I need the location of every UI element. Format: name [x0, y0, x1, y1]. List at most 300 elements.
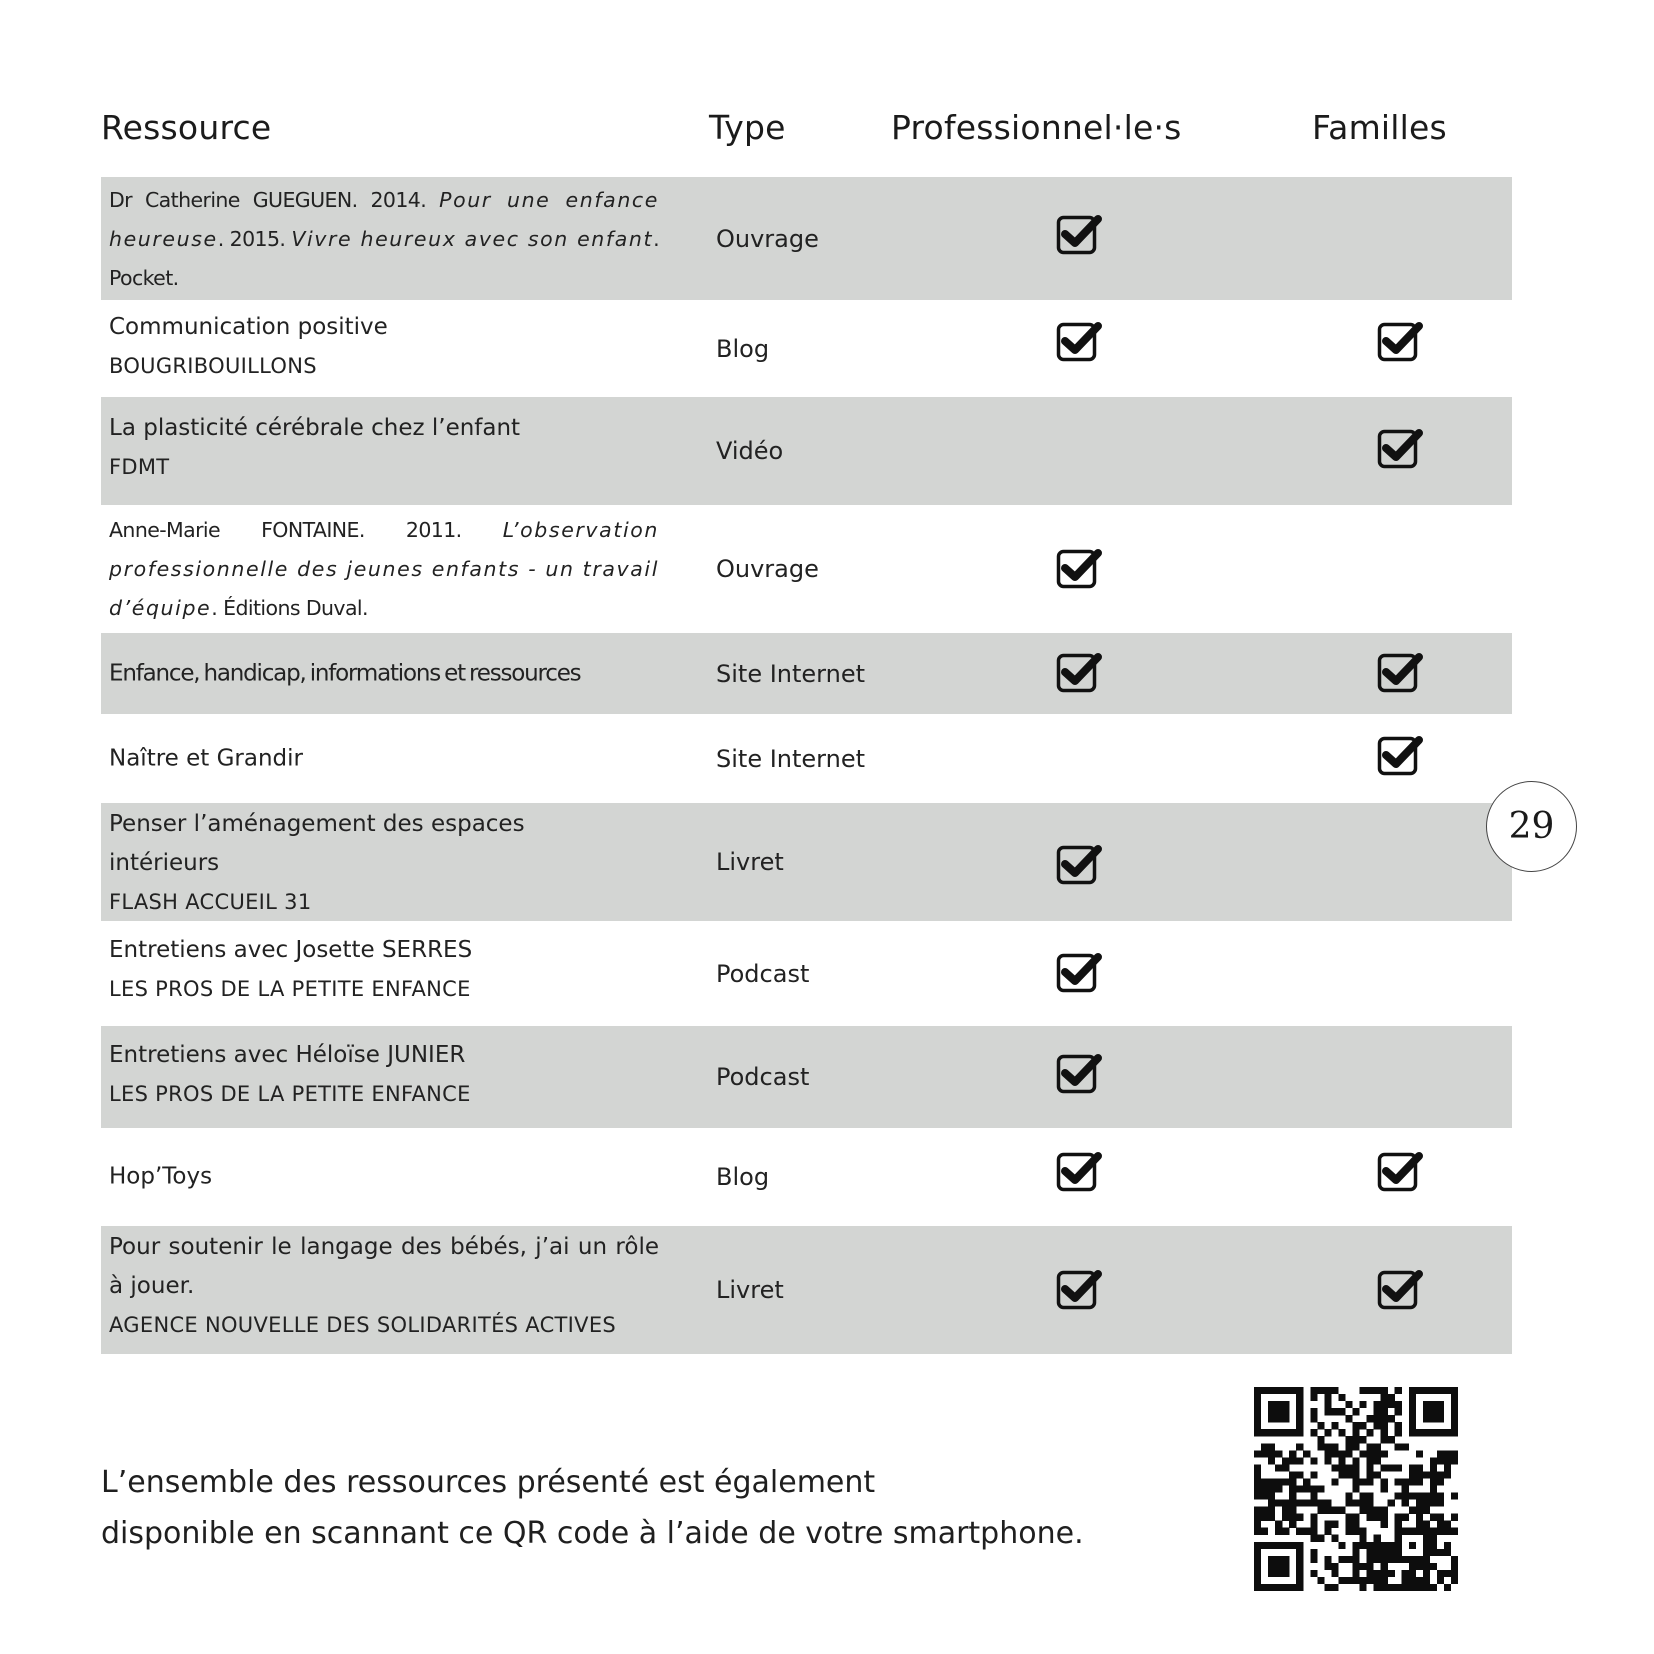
resource-title: Penser l’aménagement des espaces intérieurs [109, 811, 525, 876]
qr-module [1352, 1570, 1359, 1577]
resource-source: LES PROS DE LA PETITE ENFANCE [109, 977, 471, 1001]
qr-module [1254, 1514, 1261, 1521]
qr-module [1268, 1570, 1275, 1577]
qr-module [1345, 1528, 1352, 1535]
qr-module [1282, 1429, 1289, 1436]
qr-module [1352, 1457, 1359, 1464]
page-number: 29 [1486, 781, 1577, 872]
qr-module [1395, 1493, 1402, 1500]
qr-module [1296, 1401, 1303, 1408]
qr-module [1338, 1464, 1345, 1471]
qr-module [1381, 1507, 1388, 1514]
qr-module [1268, 1584, 1275, 1591]
qr-module [1430, 1563, 1437, 1570]
qr-module [1451, 1408, 1458, 1415]
qr-module [1275, 1485, 1282, 1492]
qr-module [1451, 1387, 1458, 1394]
qr-module [1423, 1535, 1430, 1542]
qr-module [1395, 1521, 1402, 1528]
qr-module [1338, 1577, 1345, 1584]
qr-module [1381, 1387, 1388, 1394]
qr-module [1254, 1408, 1261, 1415]
type-cell: Podcast [716, 959, 810, 988]
qr-module [1444, 1464, 1451, 1471]
qr-module [1352, 1422, 1359, 1429]
qr-module [1254, 1556, 1261, 1563]
checkbox-checked-icon [1056, 213, 1104, 256]
qr-module [1275, 1478, 1282, 1485]
header-type: Type [709, 108, 786, 147]
qr-module [1430, 1429, 1437, 1436]
table-row [101, 1128, 1512, 1226]
qr-module [1282, 1415, 1289, 1422]
qr-module [1275, 1528, 1282, 1535]
qr-module [1374, 1387, 1381, 1394]
type-cell: Ouvrage [716, 224, 819, 253]
qr-module [1409, 1478, 1416, 1485]
qr-module [1444, 1584, 1451, 1591]
qr-module [1310, 1394, 1317, 1401]
qr-module [1381, 1422, 1388, 1429]
qr-module [1317, 1422, 1324, 1429]
qr-module [1310, 1457, 1317, 1464]
qr-module [1409, 1577, 1416, 1584]
qr-module [1254, 1577, 1261, 1584]
resource-title: Naître et Grandir [109, 745, 303, 771]
qr-module [1416, 1514, 1423, 1521]
qr-module [1381, 1549, 1388, 1556]
qr-module [1381, 1415, 1388, 1422]
resource-title: Communication positive [109, 314, 388, 340]
qr-module [1324, 1584, 1331, 1591]
qr-module [1395, 1429, 1402, 1436]
qr-module [1296, 1408, 1303, 1415]
type-cell: Blog [716, 1163, 770, 1191]
qr-module [1310, 1528, 1317, 1535]
qr-module [1275, 1584, 1282, 1591]
qr-module [1367, 1429, 1374, 1436]
qr-module [1430, 1408, 1437, 1415]
qr-module [1268, 1387, 1275, 1394]
qr-module [1367, 1415, 1374, 1422]
qr-module [1423, 1556, 1430, 1563]
qr-module [1367, 1471, 1374, 1478]
qr-module [1444, 1521, 1451, 1528]
checkbox-checked-icon [1056, 651, 1104, 694]
checkbox-checked-icon [1377, 651, 1425, 694]
resource-cell [109, 1228, 659, 1344]
qr-module [1416, 1584, 1423, 1591]
qr-module [1289, 1478, 1296, 1485]
qr-module [1275, 1542, 1282, 1549]
qr-module [1374, 1422, 1381, 1429]
qr-module [1282, 1584, 1289, 1591]
checkbox-checked-icon [1056, 320, 1104, 363]
qr-module [1345, 1450, 1352, 1457]
resource-title: Entretiens avec Héloïse JUNIER [109, 1042, 466, 1068]
qr-module [1360, 1528, 1367, 1535]
qr-module [1451, 1563, 1458, 1570]
resource-cell [109, 1036, 659, 1113]
qr-module [1338, 1542, 1345, 1549]
qr-module [1282, 1457, 1289, 1464]
qr-module [1275, 1408, 1282, 1415]
checkbox-checked-icon [1377, 1150, 1425, 1193]
qr-module [1268, 1507, 1275, 1514]
qr-module [1451, 1457, 1458, 1464]
qr-module [1374, 1450, 1381, 1457]
qr-module [1275, 1570, 1282, 1577]
qr-module [1345, 1500, 1352, 1507]
qr-module [1402, 1528, 1409, 1535]
resource-source: FLASH ACCUEIL 31 [109, 890, 312, 914]
qr-module [1275, 1500, 1282, 1507]
qr-module [1423, 1401, 1430, 1408]
qr-module [1409, 1415, 1416, 1422]
qr-module [1338, 1471, 1345, 1478]
qr-module [1451, 1415, 1458, 1422]
qr-module [1275, 1415, 1282, 1422]
qr-module [1261, 1450, 1268, 1457]
qr-module [1437, 1577, 1444, 1584]
qr-module [1261, 1493, 1268, 1500]
qr-module [1254, 1387, 1261, 1394]
qr-module [1388, 1500, 1395, 1507]
qr-module [1402, 1577, 1409, 1584]
qr-module [1282, 1478, 1289, 1485]
qr-module [1317, 1577, 1324, 1584]
qr-module [1352, 1556, 1359, 1563]
qr-module [1423, 1521, 1430, 1528]
checkbox-checked-icon [1377, 320, 1425, 363]
qr-module [1338, 1394, 1345, 1401]
qr-module [1296, 1514, 1303, 1521]
qr-module [1324, 1408, 1331, 1415]
qr-module [1374, 1577, 1381, 1584]
qr-module [1268, 1401, 1275, 1408]
qr-module [1296, 1563, 1303, 1570]
qr-module [1444, 1528, 1451, 1535]
qr-module [1381, 1542, 1388, 1549]
qr-module [1416, 1577, 1423, 1584]
qr-module [1444, 1429, 1451, 1436]
qr-module [1437, 1457, 1444, 1464]
qr-module [1310, 1535, 1317, 1542]
qr-module [1409, 1570, 1416, 1577]
qr-module [1444, 1549, 1451, 1556]
qr-module [1381, 1429, 1388, 1436]
qr-module [1374, 1415, 1381, 1422]
qr-module [1430, 1514, 1437, 1521]
qr-module [1275, 1401, 1282, 1408]
qr-module [1345, 1415, 1352, 1422]
qr-module [1275, 1556, 1282, 1563]
qr-module [1296, 1570, 1303, 1577]
header-resource: Ressource [101, 108, 272, 147]
table-row [101, 921, 1512, 1026]
qr-module [1395, 1387, 1402, 1394]
qr-module [1261, 1387, 1268, 1394]
qr-module [1352, 1471, 1359, 1478]
qr-module [1282, 1387, 1289, 1394]
resource-cell [109, 308, 659, 385]
qr-code-icon[interactable] [1254, 1387, 1458, 1591]
qr-module [1296, 1394, 1303, 1401]
qr-module [1310, 1493, 1317, 1500]
qr-module [1423, 1429, 1430, 1436]
qr-module [1437, 1408, 1444, 1415]
qr-module [1409, 1493, 1416, 1500]
resource-title: Enfance, handicap, informations et ressources [109, 660, 581, 686]
qr-module [1282, 1570, 1289, 1577]
qr-module [1317, 1443, 1324, 1450]
qr-module [1338, 1556, 1345, 1563]
qr-module [1254, 1563, 1261, 1570]
qr-module [1289, 1471, 1296, 1478]
qr-module [1423, 1471, 1430, 1478]
qr-module [1437, 1401, 1444, 1408]
resource-source: FDMT [109, 455, 170, 479]
qr-module [1352, 1514, 1359, 1521]
qr-module [1367, 1570, 1374, 1577]
qr-module [1430, 1478, 1437, 1485]
qr-module [1395, 1401, 1402, 1408]
table-row [101, 397, 1512, 505]
qr-module [1409, 1401, 1416, 1408]
qr-module [1374, 1401, 1381, 1408]
qr-module [1395, 1514, 1402, 1521]
qr-module [1324, 1401, 1331, 1408]
qr-module [1360, 1493, 1367, 1500]
qr-module [1381, 1450, 1388, 1457]
qr-module [1296, 1457, 1303, 1464]
qr-module [1388, 1394, 1395, 1401]
qr-module [1416, 1429, 1423, 1436]
qr-module [1331, 1387, 1338, 1394]
qr-module [1317, 1436, 1324, 1443]
qr-module [1423, 1387, 1430, 1394]
qr-module [1451, 1450, 1458, 1457]
table-row [101, 300, 1512, 397]
qr-module [1310, 1485, 1317, 1492]
qr-module [1416, 1556, 1423, 1563]
qr-module [1289, 1521, 1296, 1528]
qr-module [1430, 1500, 1437, 1507]
qr-module [1444, 1450, 1451, 1457]
resource-title: Entretiens avec Josette SERRES [109, 937, 473, 963]
qr-module [1254, 1394, 1261, 1401]
resource-source: LES PROS DE LA PETITE ENFANCE [109, 1082, 471, 1106]
qr-module [1254, 1542, 1261, 1549]
qr-module [1409, 1422, 1416, 1429]
qr-module [1310, 1429, 1317, 1436]
qr-module [1268, 1457, 1275, 1464]
checkbox-checked-icon [1056, 1052, 1104, 1095]
qr-module [1388, 1415, 1395, 1422]
qr-module [1360, 1478, 1367, 1485]
qr-module [1444, 1387, 1451, 1394]
qr-module [1324, 1563, 1331, 1570]
qr-module [1381, 1570, 1388, 1577]
qr-module [1409, 1528, 1416, 1535]
qr-module [1423, 1584, 1430, 1591]
qr-module [1338, 1408, 1345, 1415]
qr-module [1416, 1507, 1423, 1514]
resource-cell [109, 1158, 659, 1197]
qr-module [1352, 1521, 1359, 1528]
footer-line-2: disponible en scannant ce QR code à l’aide de votre smartphone. [101, 1516, 1084, 1551]
qr-module [1430, 1464, 1437, 1471]
type-cell: Vidéo [716, 437, 784, 465]
qr-module [1254, 1485, 1261, 1492]
qr-module [1388, 1549, 1395, 1556]
qr-module [1345, 1464, 1352, 1471]
resource-cell [109, 805, 579, 921]
qr-module [1367, 1443, 1374, 1450]
qr-module [1310, 1556, 1317, 1563]
type-cell: Ouvrage [716, 555, 819, 583]
qr-module [1437, 1429, 1444, 1436]
type-cell: Site Internet [716, 659, 866, 688]
qr-module [1402, 1478, 1409, 1485]
qr-module [1303, 1528, 1310, 1535]
qr-module [1367, 1507, 1374, 1514]
qr-module [1352, 1478, 1359, 1485]
qr-module [1282, 1500, 1289, 1507]
qr-module [1261, 1485, 1268, 1492]
qr-module [1374, 1535, 1381, 1542]
table-row [101, 803, 1512, 921]
table-row [101, 177, 1512, 300]
qr-module [1331, 1443, 1338, 1450]
qr-module [1275, 1521, 1282, 1528]
qr-module [1261, 1584, 1268, 1591]
qr-module [1289, 1507, 1296, 1514]
qr-module [1367, 1542, 1374, 1549]
qr-module [1395, 1478, 1402, 1485]
qr-module [1374, 1408, 1381, 1415]
qr-module [1367, 1556, 1374, 1563]
qr-module [1338, 1507, 1345, 1514]
qr-module [1352, 1485, 1359, 1492]
qr-module [1254, 1528, 1261, 1535]
qr-module [1416, 1450, 1423, 1457]
qr-module [1268, 1556, 1275, 1563]
qr-module [1374, 1549, 1381, 1556]
qr-module [1352, 1443, 1359, 1450]
qr-module [1402, 1584, 1409, 1591]
qr-module [1275, 1563, 1282, 1570]
qr-module [1331, 1570, 1338, 1577]
qr-module [1268, 1563, 1275, 1570]
qr-module [1416, 1521, 1423, 1528]
qr-module [1423, 1500, 1430, 1507]
qr-module [1381, 1401, 1388, 1408]
qr-module [1430, 1549, 1437, 1556]
qr-module [1451, 1528, 1458, 1535]
qr-module [1388, 1436, 1395, 1443]
qr-module [1451, 1556, 1458, 1563]
qr-module [1395, 1542, 1402, 1549]
qr-module [1360, 1500, 1367, 1507]
qr-module [1367, 1450, 1374, 1457]
qr-module [1352, 1528, 1359, 1535]
qr-module [1423, 1528, 1430, 1535]
qr-module [1345, 1471, 1352, 1478]
qr-module [1430, 1387, 1437, 1394]
qr-module [1296, 1387, 1303, 1394]
qr-module [1254, 1478, 1261, 1485]
resource-cell [109, 181, 659, 298]
qr-module [1268, 1493, 1275, 1500]
qr-module [1360, 1577, 1367, 1584]
qr-module [1310, 1408, 1317, 1415]
qr-module [1289, 1457, 1296, 1464]
qr-module [1352, 1577, 1359, 1584]
qr-module [1437, 1514, 1444, 1521]
qr-module [1352, 1549, 1359, 1556]
type-cell: Blog [716, 334, 770, 363]
resource-source: AGENCE NOUVELLE DES SOLIDARITÉS ACTIVES [109, 1313, 617, 1337]
qr-module [1430, 1535, 1437, 1542]
qr-module [1261, 1514, 1268, 1521]
qr-module [1303, 1500, 1310, 1507]
qr-module [1374, 1556, 1381, 1563]
qr-module [1310, 1387, 1317, 1394]
qr-module [1345, 1493, 1352, 1500]
qr-module [1268, 1542, 1275, 1549]
qr-module [1360, 1542, 1367, 1549]
qr-module [1254, 1570, 1261, 1577]
qr-module [1451, 1514, 1458, 1521]
qr-module [1437, 1528, 1444, 1535]
qr-module [1395, 1422, 1402, 1429]
qr-module [1296, 1485, 1303, 1492]
qr-module [1437, 1450, 1444, 1457]
qr-module [1254, 1471, 1261, 1478]
qr-module [1317, 1500, 1324, 1507]
qr-module [1310, 1521, 1317, 1528]
checkbox-checked-icon [1056, 1150, 1104, 1193]
qr-module [1437, 1471, 1444, 1478]
qr-module [1254, 1584, 1261, 1591]
qr-module [1451, 1429, 1458, 1436]
qr-module [1282, 1514, 1289, 1521]
qr-module [1352, 1436, 1359, 1443]
qr-module [1254, 1493, 1261, 1500]
qr-module [1423, 1549, 1430, 1556]
qr-module [1282, 1528, 1289, 1535]
qr-module [1388, 1401, 1395, 1408]
qr-module [1423, 1542, 1430, 1549]
qr-module [1423, 1563, 1430, 1570]
qr-module [1296, 1549, 1303, 1556]
qr-module [1416, 1471, 1423, 1478]
qr-module [1451, 1422, 1458, 1429]
qr-module [1451, 1401, 1458, 1408]
resource-title: Pour soutenir le langage des bébés, j’ai un rôle à jouer. [109, 1234, 659, 1299]
qr-module [1296, 1584, 1303, 1591]
qr-module [1395, 1443, 1402, 1450]
qr-module [1388, 1464, 1395, 1471]
resource-title: La plasticité cérébrale chez l’enfant [109, 415, 521, 441]
qr-module [1409, 1387, 1416, 1394]
qr-module [1381, 1563, 1388, 1570]
qr-module [1367, 1387, 1374, 1394]
qr-module [1331, 1521, 1338, 1528]
qr-module [1374, 1514, 1381, 1521]
qr-module [1430, 1457, 1437, 1464]
